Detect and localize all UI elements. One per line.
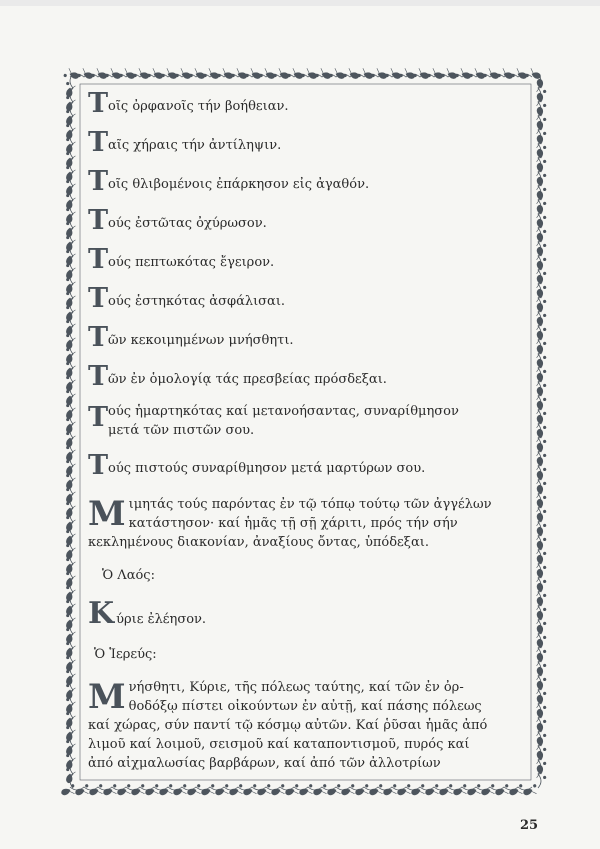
drop-initial: Τ	[88, 450, 109, 481]
paragraph-line: ἀπό αἰχμαλωσίας βαρβάρων, καί ἀπό τῶν ἀλλοτρίων	[88, 756, 441, 771]
petition-faithful	[88, 452, 518, 479]
paragraph-line: νήσθητι, Κύριε, τῆς πόλεως ταύτης, καί τῶν ἐν ὀρ-	[128, 680, 464, 695]
petition-text: οῖς θλιβομένοις ἐπάρκησον εἰς ἀγαθόν.	[108, 177, 370, 192]
paragraph-line: καί χώρας, σύν παντί τῷ κόσμῳ αὐτῶν. Καί ῥῦσαι ἡμᾶς ἀπό	[88, 718, 488, 733]
drop-initial: Μ	[88, 677, 126, 717]
petitions-list	[88, 90, 518, 390]
petition-line-item	[88, 129, 518, 156]
petition-text: ῶν κεκοιμημένων μνήσθητι.	[108, 333, 294, 348]
paragraph-line: κεκλημένους διακονίαν, ἀναξίους ὄντας, ὑπόδεξαι.	[88, 535, 429, 550]
scan-edge	[0, 0, 600, 6]
response-text: ύριε ἐλέησον.	[116, 612, 207, 627]
petition-line: ούς ἡμαρτηκότας καί μετανοήσαντας, συναρίθμησον	[108, 404, 459, 419]
drop-initial: Τ	[88, 361, 109, 392]
petition-line-item	[88, 246, 518, 273]
petition-repentant	[88, 402, 518, 440]
page-number: 25	[520, 818, 539, 833]
petition-text: ούς πιστούς συναρίθμησον μετά μαρτύρων σου.	[108, 461, 426, 476]
petition-text: αῖς χήραις τήν ἀντίληψιν.	[108, 138, 282, 153]
petition-text: ούς πεπτωκότας ἔγειρον.	[108, 255, 275, 270]
drop-initial: Τ	[88, 166, 109, 197]
petition-text: ούς ἐστῶτας ὀχύρωσον.	[108, 216, 267, 231]
paragraph-mimitas	[88, 495, 518, 552]
response-kyrie	[88, 596, 518, 631]
drop-initial: Τ	[88, 127, 109, 158]
rubric-people: Ὁ Λαός:	[102, 568, 155, 583]
drop-initial: Τ	[88, 88, 109, 119]
petition-line-item	[88, 168, 518, 195]
petition-line-item	[88, 324, 518, 351]
petition-text: οῖς ὀρφανοῖς τήν βοήθειαν.	[108, 99, 289, 114]
liturgical-text	[88, 90, 518, 787]
petition-line-item	[88, 285, 518, 312]
paragraph-mnisthiti	[88, 678, 518, 773]
paragraph-line: κατάστησον· καί ἡμᾶς τῇ σῇ χάριτι, πρός τήν σήν	[128, 516, 458, 531]
petition-line-item	[88, 363, 518, 390]
petition-text: ούς ἑστηκότας ἀσφάλισαι.	[108, 294, 286, 309]
rubric-priest: Ὁ Ἱερεύς:	[94, 647, 157, 662]
petition-text: ῶν ἐν ὁμολογίᾳ τάς πρεσβείας πρόσδεξαι.	[108, 372, 387, 387]
drop-initial: Τ	[88, 402, 109, 433]
drop-initial: Τ	[88, 283, 109, 314]
paragraph-line: ιμητάς τούς παρόντας ἐν τῷ τόπῳ τούτῳ τῶν ἀγγέλων	[128, 497, 492, 512]
petition-line-item	[88, 207, 518, 234]
drop-initial: Κ	[88, 596, 115, 631]
paragraph-line: λιμοῦ καί λοιμοῦ, σεισμοῦ καί καταποντισμοῦ, πυρός καί	[88, 737, 470, 752]
petition-line: μετά τῶν πιστῶν σου.	[108, 423, 255, 438]
drop-initial: Τ	[88, 205, 109, 236]
petition-line-item	[88, 90, 518, 117]
drop-initial: Τ	[88, 322, 109, 353]
paragraph-line: θοδόξῳ πίστει οἰκούντων ἐν αὐτῇ, καί πάσης πόλεως	[128, 699, 482, 714]
drop-initial: Τ	[88, 244, 109, 275]
drop-initial: Μ	[88, 494, 126, 534]
